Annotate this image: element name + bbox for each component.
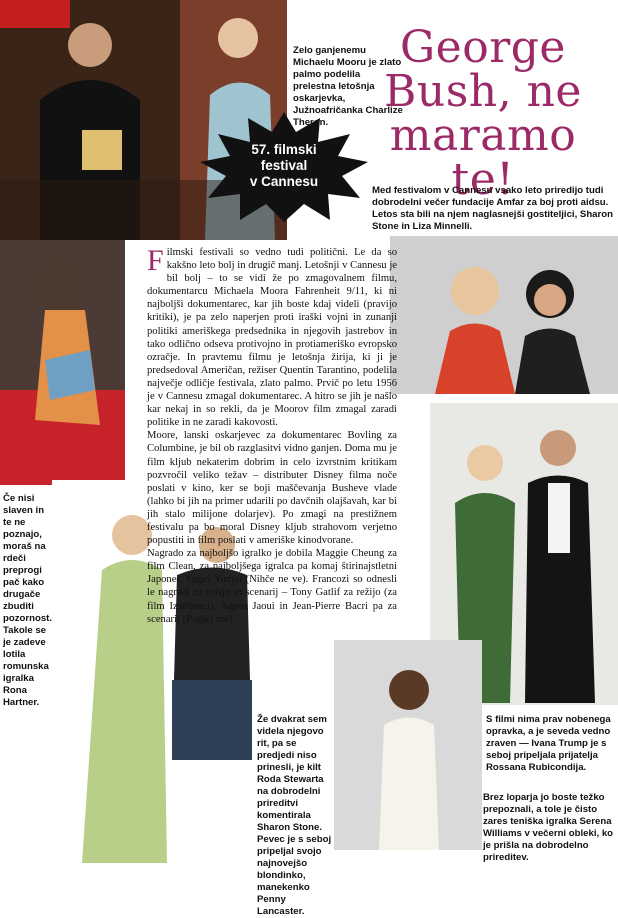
photo-serena-williams — [334, 640, 482, 850]
badge-line-3: v Cannesu — [249, 174, 319, 189]
headline-line-2: Bush, ne — [384, 66, 582, 117]
caption-serena: Brez loparja jo boste težko prepoznali, a tole je čisto zares teniška igralka Serena Williams v večerni obleki, ko je prišla na dobrodelno prireditev. — [483, 792, 614, 863]
caption-ivana: S filmi nima prav nobenega opravka, a je seveda vedno zraven — Ivana Trump je s seboj pripeljala prijatelja Rossana Rubicondija. — [486, 714, 611, 773]
caption-moore-theron: Zelo ganjenemu Michaelu Mooru je zlato palmo podelila prelestna letošnja oskarjevka, Južnoafričanka Charlize Theron. — [293, 45, 403, 128]
badge-line-2: festival — [260, 158, 308, 173]
headline-line-3: maramo te! — [389, 110, 577, 205]
article-paragraph-2: Moore, lanski oskarjevec za dokumentarec Bovling za Columbine, je bil ob razglasitvi vidno ganjen. Doma mu je film kljub nekaterim dobrim in celo izvrstnim kritikam pozvročil veliko težav – distributer Disney filma noče poslati v kino, ker se boji maščevanja Busheve vlade (lahko bi jih na primer udarili po davčnih olajšavah, kar bi jih stalo milijone dolarjev). Po zmagi na prestižnem festivalu pa bo moral Disney kljub strahovom verjetno popustiti in film poslati v ameriške kinodvorane. — [147, 430, 397, 547]
caption-rona: Če nisi slaven in te ne poznajo, moraš na rdeči preprogi pač kako drugače zbuditi pozornost. Takole se je zadeve lotila romunska igralka Rona Hartner. — [3, 493, 53, 708]
drop-cap: F — [147, 244, 164, 277]
caption-amfar: Med festivalom v Cannesu vsako leto priredijo tudi dobrodelni večer fundacije Amfar za boj proti aidsu. Letos sta bili na njem naglasnejši gostiteljici, Sharon Stone in Liza Minnelli. — [372, 185, 613, 232]
article-paragraph-3: Nagrado za najboljšo igralko je dobila Maggie Cheung za film Clean, za najboljšega igralca pa komaj štirinajstletni Japonec Yagiri Yuuyu (Nihče ne ve). Francozi so odnesli le nagradi za režijo in scenarij – Tony Gatlif za režijo (za film Izseljenci), Agnes Jaoui in Jean-Pierre Bacri pa za scenarij (Poglej me). — [147, 548, 397, 625]
badge-line-1: 57. filmski — [251, 142, 317, 157]
festival-badge-text — [200, 142, 368, 190]
headline-line-1: George — [400, 22, 566, 73]
paragraph-1-text: ilmski festivali so vedno tudi politični. Le da so kakšno leto bolj in drugič manj. Letošnji v Cannesu je bil bolj – to se vidi že po zmagovalnem filmu, dokumentarcu Michaela Moora Fahrenheit 9/11, ki ni najboljši dokumentarec, kar jih boste kdaj videli (pravijo kritiki), je pa zelo naperjen proti iraški vojni in zunanji politiki ameriškega predsednika in njegovih jastrebov in tako odlično odseva protivojno in protiameriško evropsko ozračje. In pravtemu filmu je letošnja žirija, ki ji je predsedoval Američan, režiser Quentin Tarantino, podelila največje odličje festivala, zlato palmo. Prvič po letu 1956 je v Cannesu zmagal dokumentarec. A hitro se jih je našlo kar nekaj in so rekli, da je Moorov film zmagal zaradi politike in ne zaradi kakovosti. — [147, 247, 397, 429]
caption-rod: Že dvakrat sem videla njegovo rit, pa se predjedi niso prinesli, je kilt Roda Stewarta na dobrodelni prireditvi komentirala Sharon Stone. Pevec je s seboj pripeljal svojo najnovejšo blondinko, manekenko Penny Lancaster. — [257, 714, 332, 917]
photo-stone-minnelli — [390, 236, 618, 394]
article-paragraph-1 — [147, 246, 397, 429]
photo-rona-hartner — [0, 240, 125, 485]
article-body — [147, 246, 397, 626]
